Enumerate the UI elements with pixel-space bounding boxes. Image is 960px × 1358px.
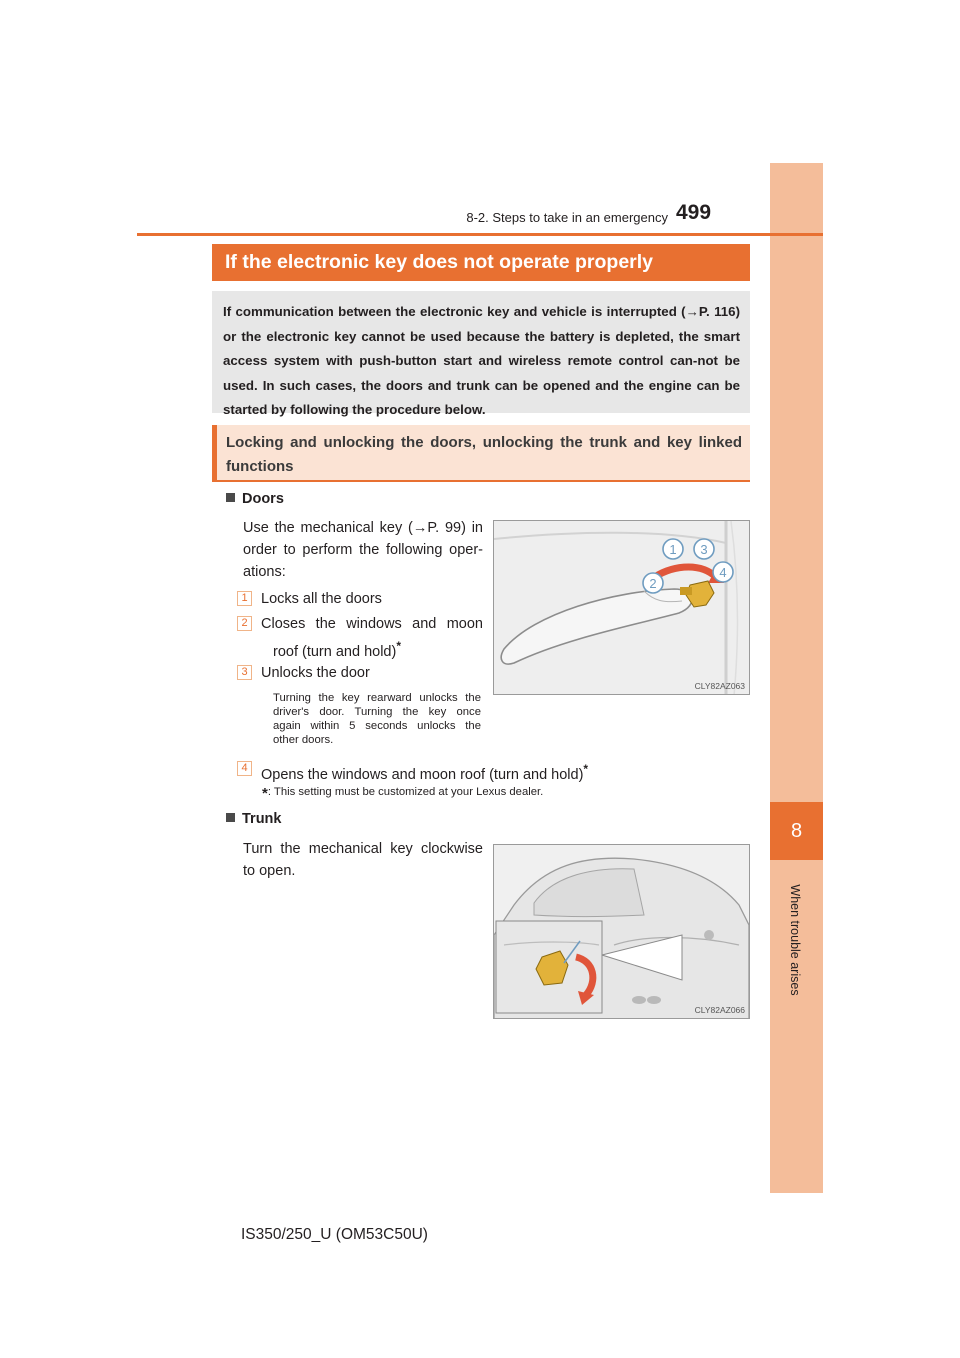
trunk-heading: Trunk: [226, 811, 281, 827]
step-1-number: 1: [237, 591, 252, 606]
footnote: *: This setting must be customized at your Lexus dealer.: [262, 785, 544, 802]
page-number: 499: [676, 201, 712, 224]
figure-label-4: 4: [719, 565, 727, 580]
chapter-number: 8: [770, 802, 823, 860]
step-3-note: Turning the key rearward unlocks the driver's door. Turning the key once again within 5 seconds unlocks the other doors.: [273, 692, 481, 746]
chapter-label: When trouble arises: [788, 884, 802, 996]
figure-label-2: 2: [649, 576, 657, 591]
intro-paragraph: If communication between the electronic key and vehicle is interrupted (→P. 116) or the electronic key cannot be used because the battery is depleted, the smart access system with push-button start and wireless remote control can-not be used. In such cases, the doors and trunk can be opened and the engine can be started by following the procedure below.: [212, 291, 750, 413]
trunk-text: Turn the mechanical key clockwise to open.: [243, 841, 483, 879]
subsection-heading: Locking and unlocking the doors, unlocking the trunk and key linked functions: [212, 425, 750, 482]
trunk-drawing: [494, 845, 750, 1019]
step-2-number: 2: [237, 616, 252, 631]
step-4-number: 4: [237, 761, 252, 776]
figure-code: CLY82AZ063: [694, 681, 745, 691]
doors-intro: Use the mechanical key (→P. 99) in order to perform the following oper- ations:: [243, 520, 483, 580]
step-3-number: 3: [237, 665, 252, 680]
door-handle-illustration: [493, 520, 750, 695]
page-title: If the electronic key does not operate properly: [212, 244, 750, 281]
door-handle-drawing: [494, 521, 750, 695]
step-1-text: Locks all the doors: [261, 591, 382, 607]
step-3-text: Unlocks the door: [261, 665, 370, 681]
figure-label-1: 1: [669, 542, 677, 557]
square-bullet-icon: [226, 813, 235, 822]
step-4-text: Opens the windows and moon roof (turn and hold)*: [261, 762, 589, 783]
figure-code: CLY82AZ066: [694, 1005, 745, 1015]
doors-heading: Doors: [226, 491, 284, 507]
trunk-lock-illustration: [493, 844, 750, 1019]
document-code: IS350/250_U (OM53C50U): [241, 1226, 428, 1243]
figure-label-3: 3: [700, 542, 708, 557]
square-bullet-icon: [226, 493, 235, 502]
side-tab-background: [770, 163, 823, 1193]
step-2-text: Closes the windows and moon roof (turn and hold)*: [261, 616, 483, 660]
section-title: 8-2. Steps to take in an emergency: [466, 210, 668, 225]
header-rule: [137, 233, 823, 236]
